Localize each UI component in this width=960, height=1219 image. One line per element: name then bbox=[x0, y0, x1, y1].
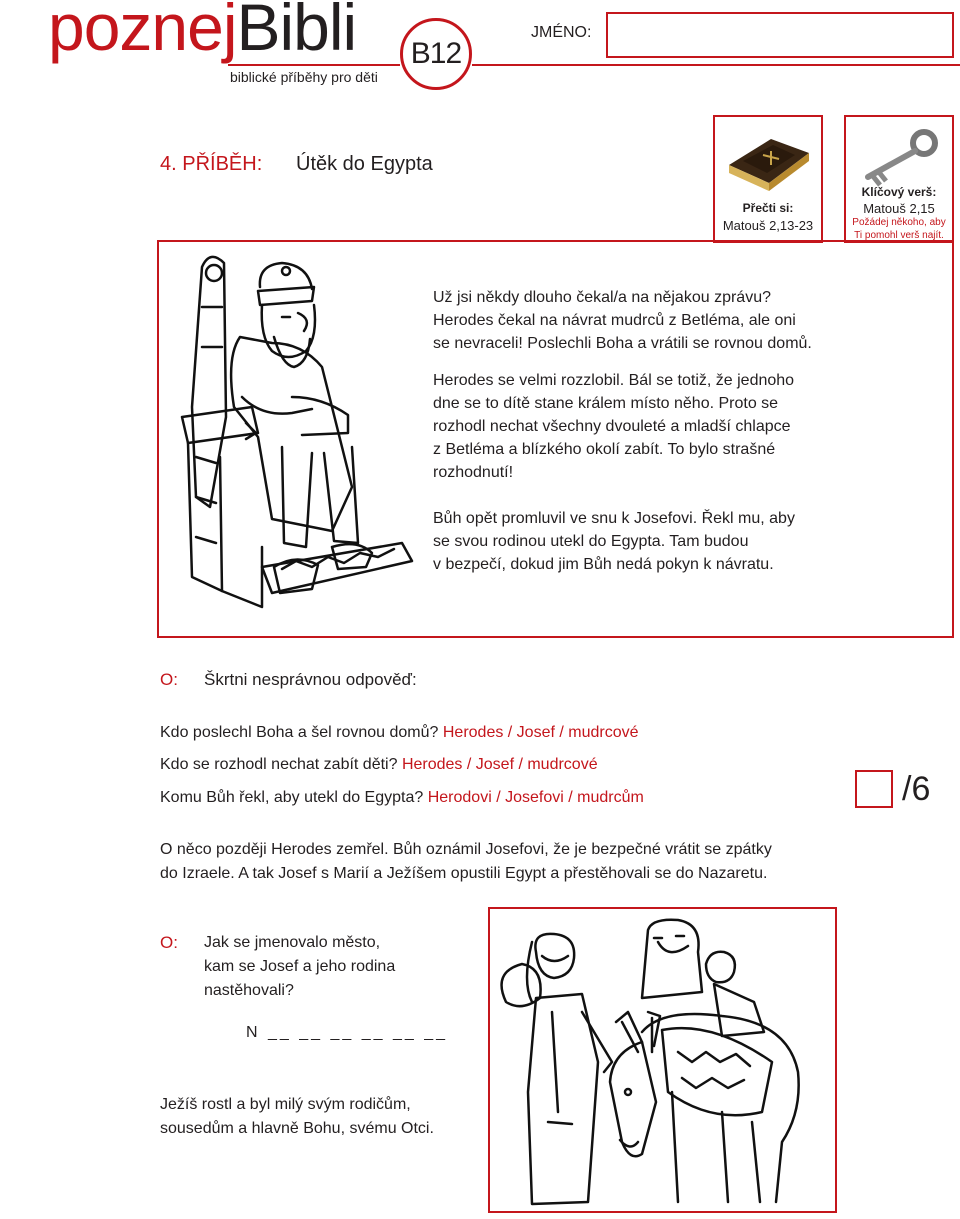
question-text: Kdo se rozhodl nechat zabít děti? bbox=[160, 756, 398, 773]
key-verse-value: Matouš 2,15 bbox=[863, 201, 935, 216]
task-2-answer-blanks[interactable]: N __ __ __ __ __ __ bbox=[246, 1024, 449, 1041]
question-line: nastěhovali? bbox=[204, 982, 294, 999]
story-line: v bezpečí, dokud jim Bůh nedá pokyn k návratu. bbox=[433, 556, 774, 573]
bible-icon bbox=[723, 125, 813, 195]
king-herod-illustration bbox=[162, 247, 422, 625]
story-line: rozhodnutí! bbox=[433, 464, 514, 481]
logo-part-2: Bibli bbox=[236, 0, 357, 64]
task-1-question-3 bbox=[160, 789, 644, 807]
logo-part-1: poznej bbox=[48, 0, 237, 64]
task-2-question bbox=[204, 931, 454, 1003]
key-verse-label: Klíčový verš: bbox=[861, 185, 937, 199]
answer-options[interactable]: Herodes / Josef / mudrcové bbox=[401, 756, 598, 773]
answer-options[interactable]: Herodovi / Josefovi / mudrcům bbox=[427, 789, 644, 806]
question-line: Jak se jmenovalo město, bbox=[204, 934, 381, 951]
story-line: do Izraele. A tak Josef s Marií a Ježíšem opustili Egypt a přestěhovali se do Nazaretu. bbox=[160, 865, 768, 882]
name-label: JMÉNO: bbox=[531, 24, 592, 41]
key-verse-note-1: Požádej někoho, aby bbox=[852, 217, 946, 228]
story-line: se nevraceli! Poslechli Boha a vrátili se rovnou domů. bbox=[433, 335, 812, 352]
question-text: Kdo poslechl Boha a šel rovnou domů? bbox=[160, 724, 439, 741]
task-1-score: /6 bbox=[902, 770, 931, 808]
task-2-marker: O: bbox=[160, 933, 178, 952]
question-text: Komu Bůh řekl, aby utekl do Egypta? bbox=[160, 789, 424, 806]
header-rule-left bbox=[228, 64, 400, 66]
story-line: Bůh opět promluvil ve snu k Josefovi. Řekl mu, aby bbox=[433, 510, 795, 527]
story-line: Herodes čekal na návrat mudrců z Betléma, ale oni bbox=[433, 312, 796, 329]
logo bbox=[48, 0, 357, 64]
story-line: Herodes se velmi rozzlobil. Bál se totiž, že jednoho bbox=[433, 372, 795, 389]
key-verse-card bbox=[844, 115, 954, 243]
closing-line: sousedům a hlavně Bohu, svému Otci. bbox=[160, 1120, 434, 1137]
story-line: O něco později Herodes zemřel. Bůh oznámil Josefovi, že je bezpečné vrátit se zpátky bbox=[160, 841, 772, 858]
story-line: z Betléma a blízkého okolí zabít. To bylo strašné bbox=[433, 441, 776, 458]
question-line: kam se Josef a jeho rodina bbox=[204, 958, 396, 975]
task-1-instruction: Škrtni nesprávnou odpověď: bbox=[204, 670, 417, 689]
task-1-score-box[interactable] bbox=[855, 770, 893, 808]
holy-family-illustration bbox=[492, 912, 833, 1209]
name-field[interactable] bbox=[606, 12, 954, 58]
task-1-question-2 bbox=[160, 756, 598, 774]
story-line: se svou rodinou utekl do Egypta. Tam budou bbox=[433, 533, 749, 550]
story-paragraph-1 bbox=[433, 286, 853, 355]
story-paragraph-2 bbox=[433, 369, 853, 484]
closing-line: Ježíš rostl a byl milý svým rodičům, bbox=[160, 1096, 411, 1113]
key-verse-note-2: Ti pomohl verš najít. bbox=[854, 230, 944, 241]
header-rule-right bbox=[472, 64, 960, 66]
task-1-question-1 bbox=[160, 724, 639, 742]
story-title: Útěk do Egypta bbox=[296, 153, 433, 175]
logo-subtitle: biblické příběhy pro děti bbox=[230, 69, 378, 85]
story-paragraph-3 bbox=[433, 507, 853, 576]
answer-options[interactable]: Herodes / Josef / mudrcové bbox=[442, 724, 639, 741]
worksheet-badge: B12 bbox=[400, 18, 472, 90]
task-1-marker: O: bbox=[160, 670, 178, 689]
closing-text bbox=[160, 1093, 470, 1141]
story-line: dne se to dítě stane králem místo něho. Proto se bbox=[433, 395, 779, 412]
story-paragraph-4 bbox=[160, 838, 840, 886]
story-number: 4. PŘÍBĚH: bbox=[160, 153, 263, 175]
read-card bbox=[713, 115, 823, 243]
read-label: Přečti si: bbox=[742, 201, 794, 215]
story-line: Už jsi někdy dlouho čekal/a na nějakou zprávu? bbox=[433, 289, 771, 306]
read-value: Matouš 2,13-23 bbox=[722, 218, 814, 233]
story-line: rozhodl nechat všechny dvouleté a mladší chlapce bbox=[433, 418, 791, 435]
